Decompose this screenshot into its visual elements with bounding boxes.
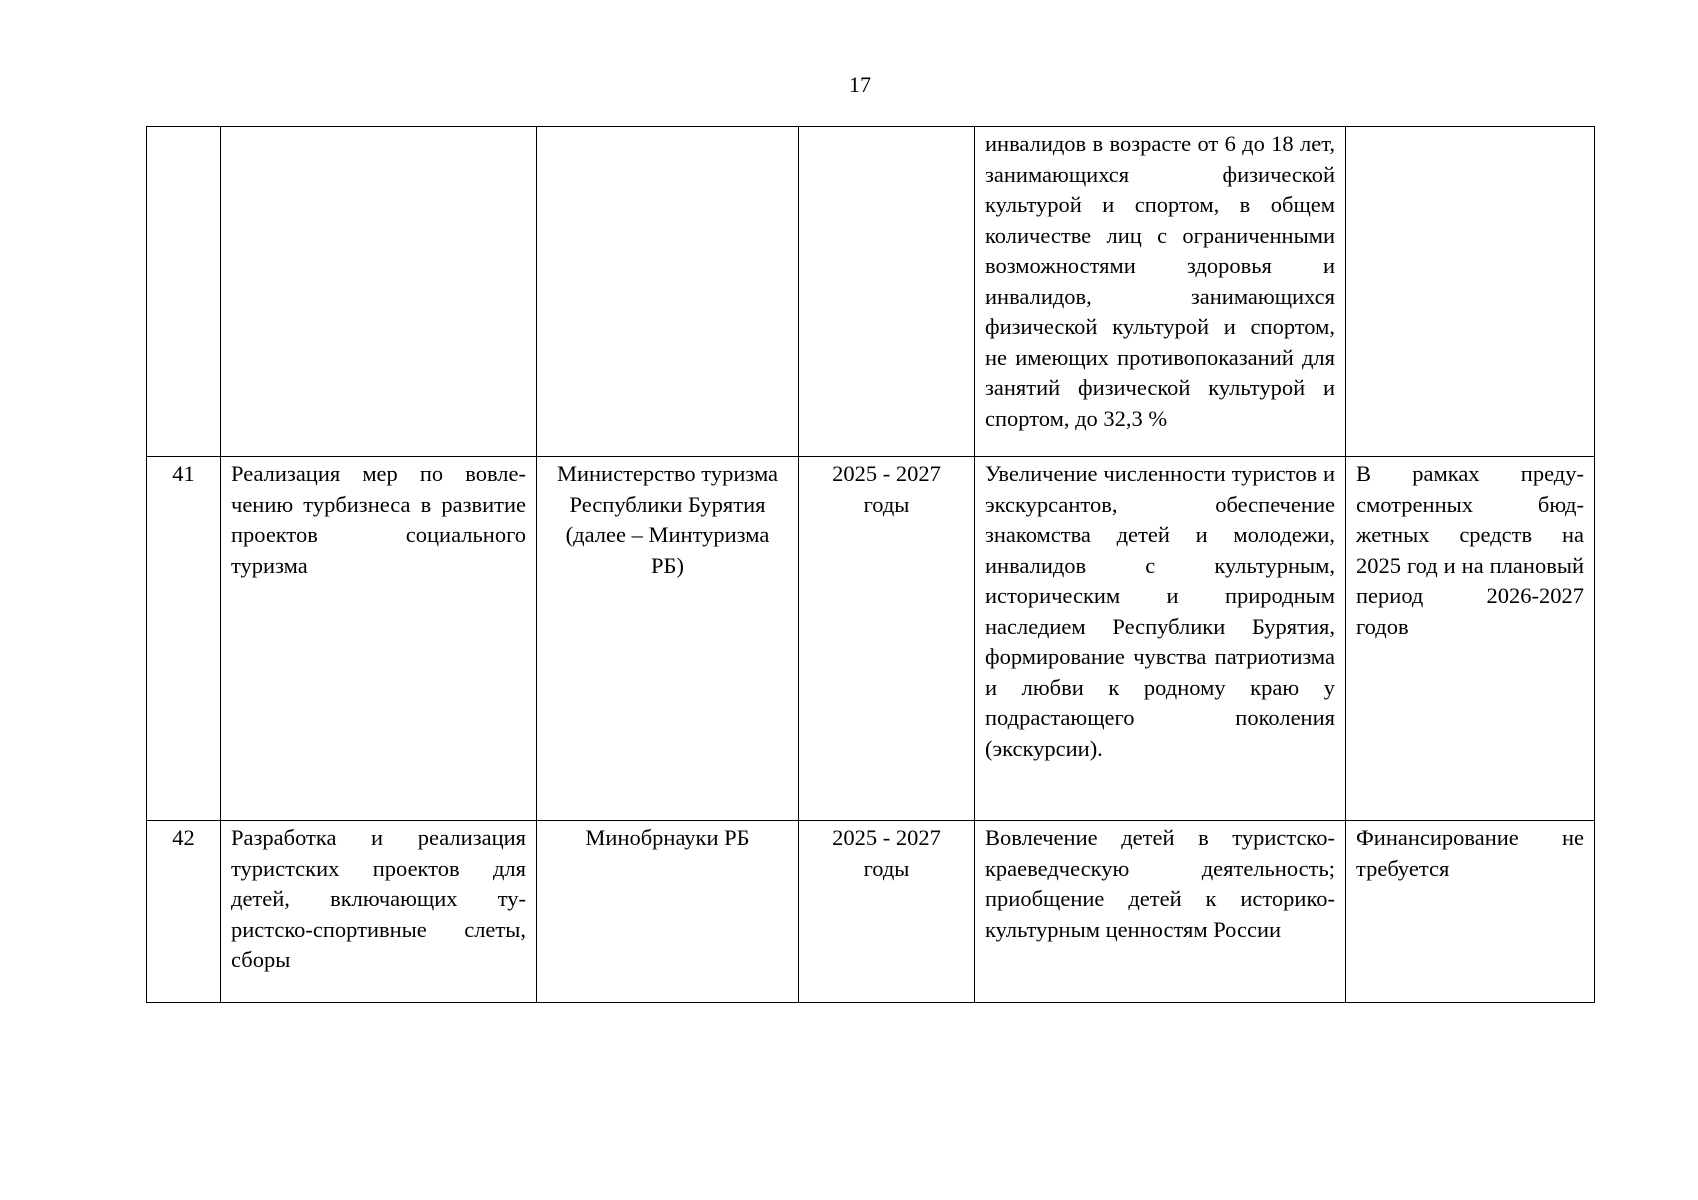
financing-cell: Финансирование не требуется [1346, 821, 1595, 1003]
financing-cell: В рамках предусмотренных бюджетных средств на 2025 год и на плановый период 2026-2027 годов [1346, 457, 1595, 821]
measure-cell [221, 127, 537, 457]
table-row [147, 821, 1595, 1003]
result-cell: Увеличение численности туристов и экскурсантов, обеспечение знакомства детей и молодежи, инвалидов с культурным, историческим и природным наследием Республики Бурятия, формирование чувства патриотизма и любви к родному краю у подрастающего поколения (экскурсии). [975, 457, 1346, 821]
measure-cell: Разработка и реализация туристских проектов для детей, включающих туристско-спортивные слеты, сборы [221, 821, 537, 1003]
row-number-cell: 41 [147, 457, 221, 821]
row-number-cell [147, 127, 221, 457]
row-number-cell: 42 [147, 821, 221, 1003]
executor-cell [537, 127, 799, 457]
period-cell: 2025 - 2027 годы [799, 457, 975, 821]
period-cell [799, 127, 975, 457]
measures-table [146, 126, 1595, 1003]
executor-cell: Минобрнауки РБ [537, 821, 799, 1003]
measure-cell: Реализация мер по вовлечению турбизнеса в развитие проектов социального туризма [221, 457, 537, 821]
period-cell: 2025 - 2027 годы [799, 821, 975, 1003]
result-cell: Вовлечение детей в туристско-краеведческую деятельность; приобщение детей к историко-культурным ценностям России [975, 821, 1346, 1003]
financing-cell [1346, 127, 1595, 457]
executor-cell: Министерство туризма Республики Бурятия (далее – Минтуризма РБ) [537, 457, 799, 821]
table-row [147, 127, 1595, 457]
result-cell: инвалидов в возрасте от 6 до 18 лет, занимающихся физической культурой и спортом, в общем количестве лиц с ограниченными возможностями здоровья и инвалидов, занимающихся физической культурой и спортом, не имеющих противопоказаний для занятий физической культурой и спортом, до 32,3 % [975, 127, 1346, 457]
table-row [147, 457, 1595, 821]
page-number: 17 [849, 72, 871, 97]
